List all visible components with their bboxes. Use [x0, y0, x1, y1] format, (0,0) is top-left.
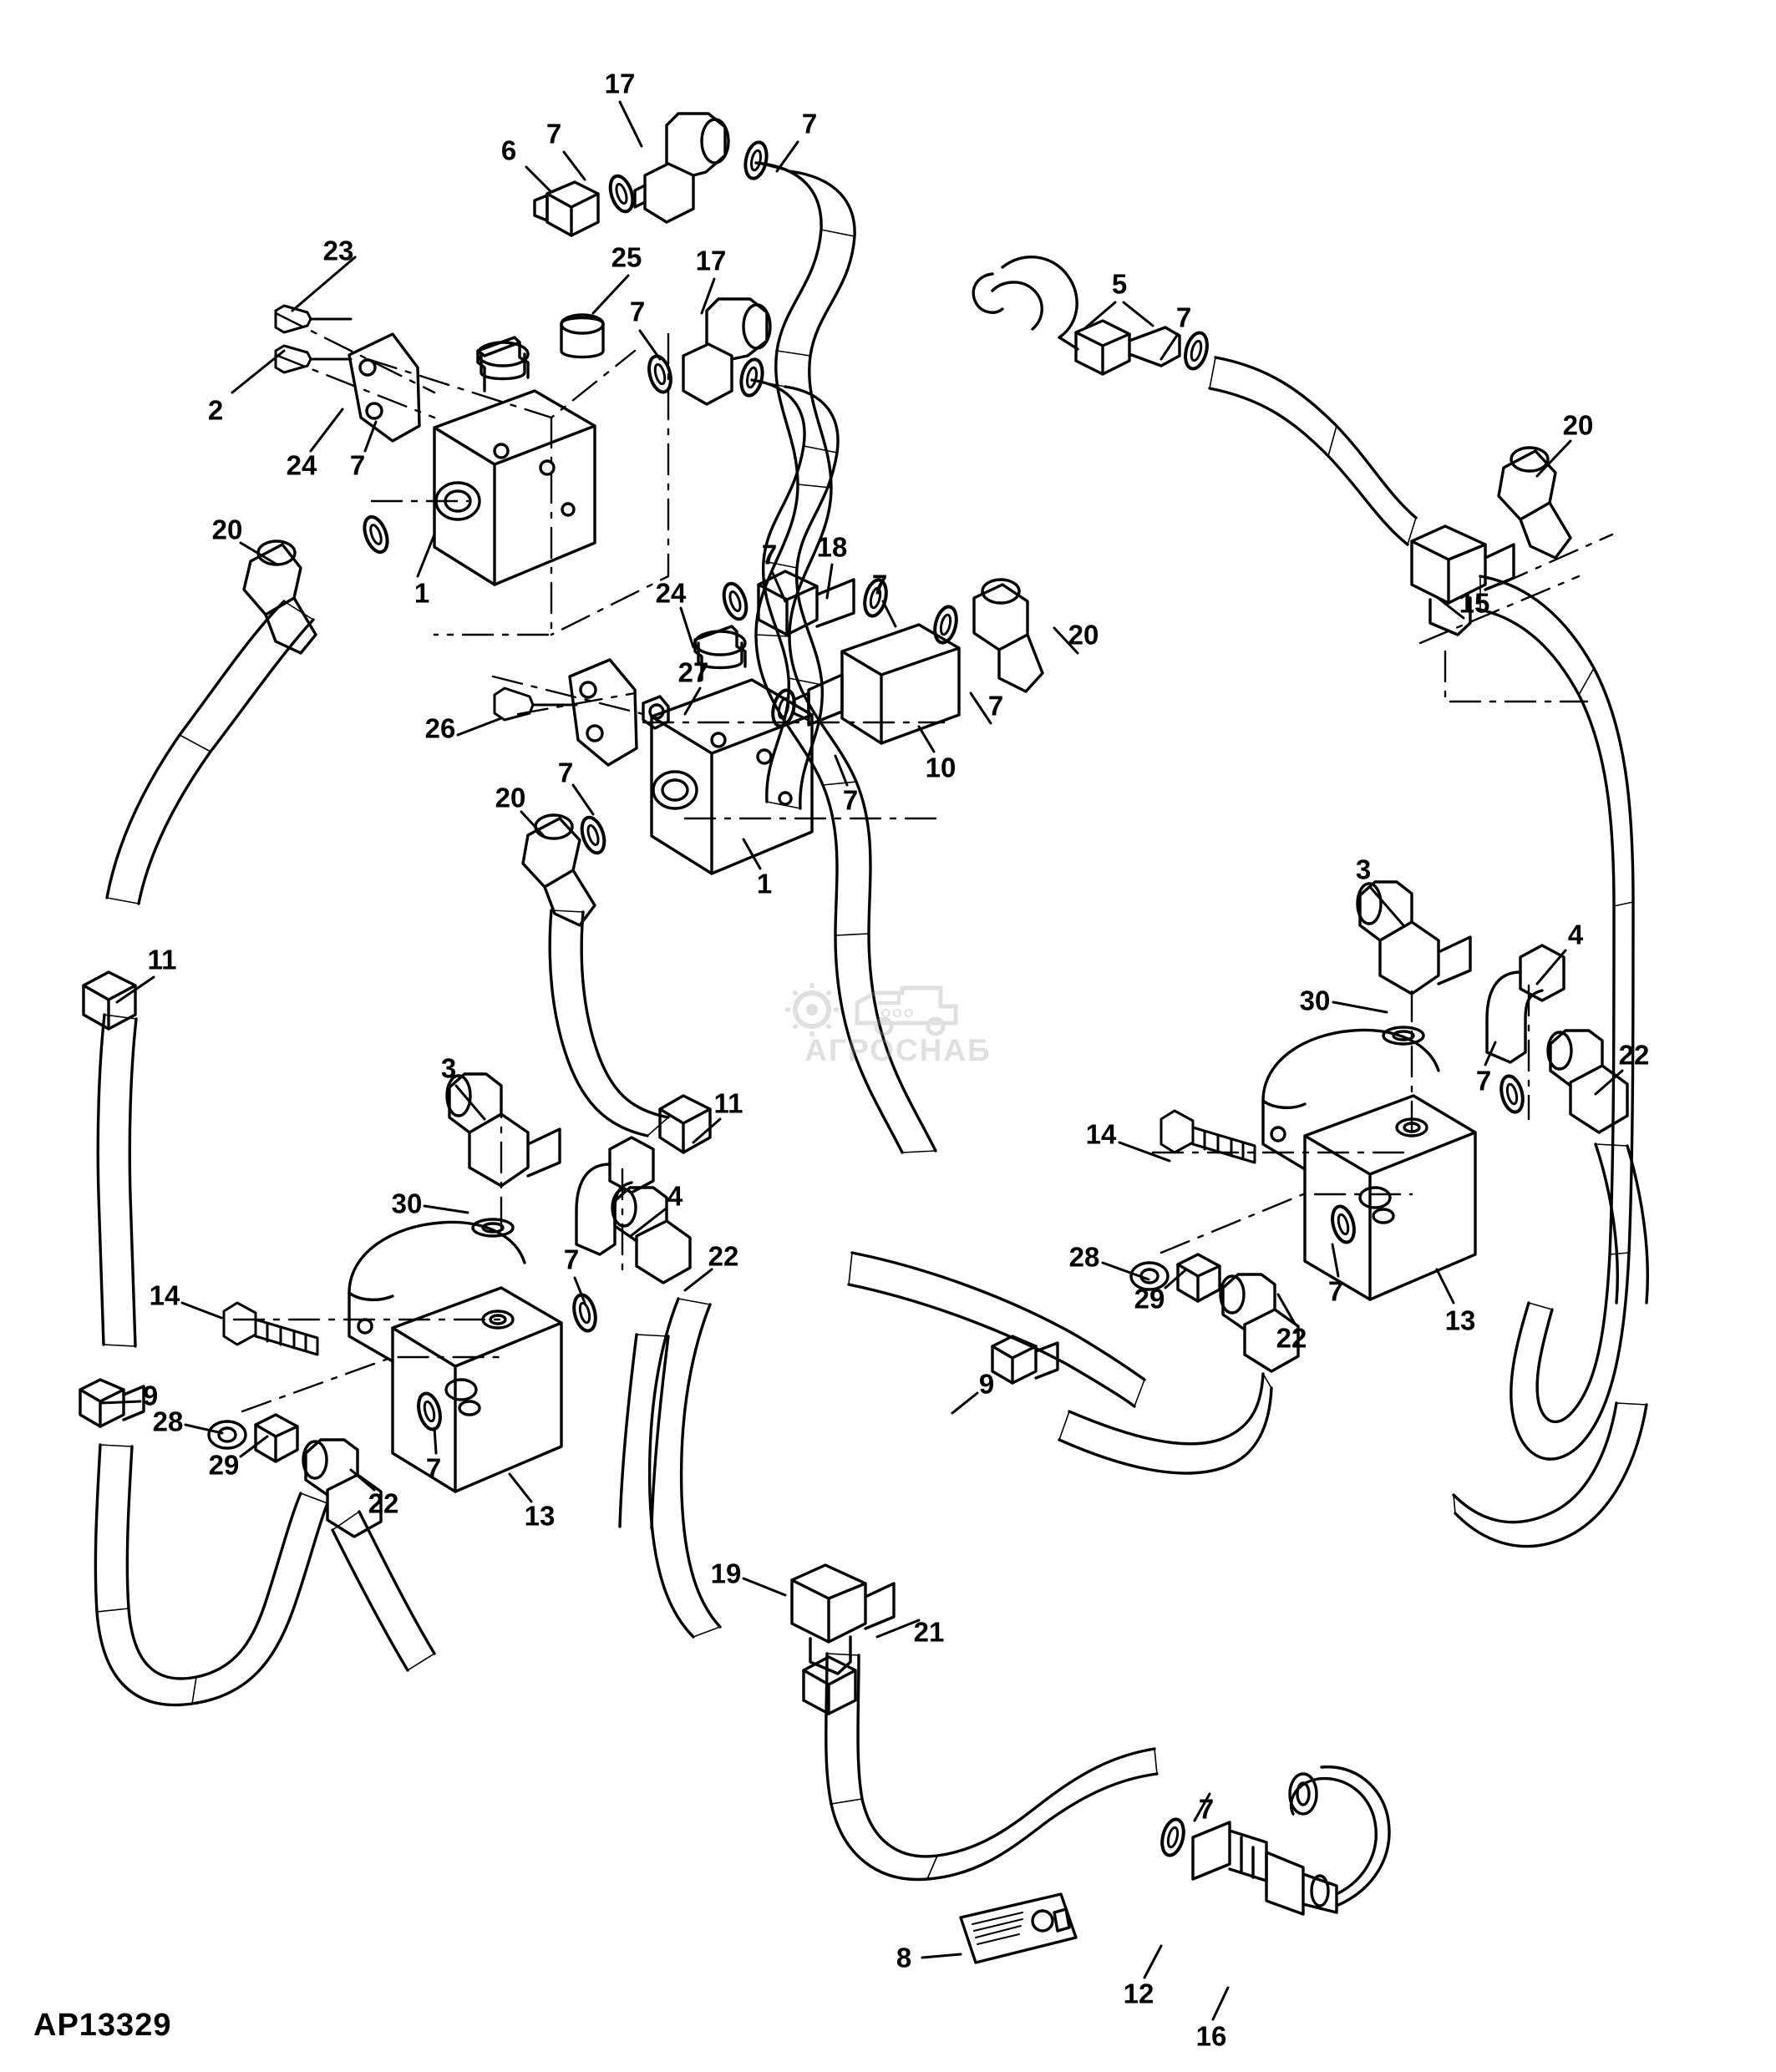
callout-number-17: 17	[604, 68, 636, 99]
callout-number-30: 30	[391, 1188, 423, 1219]
callout-number-7: 7	[842, 784, 859, 816]
callout-number-7: 7	[1475, 1065, 1492, 1097]
callout-number-7: 7	[545, 118, 562, 149]
figure-code: AP13329	[33, 2008, 172, 2043]
callout-number-15: 15	[1459, 587, 1490, 619]
callout-number-1: 1	[756, 868, 773, 899]
callout-number-12: 12	[1123, 1978, 1154, 2009]
callout-number-1: 1	[414, 577, 430, 609]
callout-number-28: 28	[1068, 1241, 1100, 1273]
callout-number-3: 3	[440, 1052, 457, 1084]
callout-number-25: 25	[611, 241, 642, 273]
callout-number-10: 10	[925, 752, 957, 783]
callout-number-18: 18	[816, 531, 848, 563]
callout-number-4: 4	[1567, 919, 1584, 950]
callout-number-11: 11	[713, 1087, 743, 1119]
callout-number-7: 7	[1198, 1793, 1215, 1825]
callout-number-17: 17	[695, 245, 727, 276]
callout-number-22: 22	[1618, 1039, 1650, 1071]
callout-number-7: 7	[761, 539, 778, 570]
callout-number-22: 22	[708, 1240, 739, 1272]
callout-number-7: 7	[563, 1244, 580, 1275]
callout-number-2: 2	[207, 394, 224, 426]
callout-number-21: 21	[913, 1616, 945, 1648]
callout-number-7: 7	[349, 449, 366, 481]
callout-number-13: 13	[1444, 1304, 1476, 1336]
callout-number-9: 9	[978, 1368, 995, 1400]
callout-number-7: 7	[871, 569, 888, 600]
callout-number-7: 7	[557, 757, 574, 788]
callout-number-16: 16	[1195, 2020, 1227, 2052]
watermark-brand: АГРОСНАБ	[804, 1033, 992, 1067]
callout-number-20: 20	[1068, 619, 1099, 651]
callout-number-9: 9	[142, 1380, 159, 1411]
callout-number-6: 6	[500, 134, 517, 166]
callout-number-23: 23	[322, 235, 354, 266]
callout-number-7: 7	[987, 690, 1004, 722]
callout-number-20: 20	[1562, 409, 1594, 441]
callout-number-3: 3	[1355, 854, 1372, 885]
callout-number-7: 7	[1175, 301, 1192, 333]
callout-number-29: 29	[1134, 1283, 1165, 1315]
callout-number-19: 19	[710, 1558, 742, 1589]
callout-number-7: 7	[425, 1452, 442, 1484]
watermark-prefix: ООО	[880, 1006, 916, 1021]
callout-number-28: 28	[152, 1406, 184, 1437]
callout-number-8: 8	[896, 1942, 912, 1973]
callout-number-14: 14	[1085, 1118, 1117, 1150]
callout-number-4: 4	[667, 1180, 683, 1212]
callout-number-24: 24	[286, 449, 317, 481]
callout-number-30: 30	[1299, 985, 1331, 1016]
callout-number-7: 7	[1327, 1275, 1344, 1307]
callout-number-13: 13	[524, 1500, 556, 1532]
callout-number-5: 5	[1111, 268, 1128, 300]
callout-number-24: 24	[655, 577, 687, 609]
callout-number-22: 22	[368, 1487, 399, 1519]
callout-number-29: 29	[208, 1449, 240, 1481]
callout-number-11: 11	[147, 944, 177, 975]
callout-number-22: 22	[1276, 1322, 1307, 1354]
callout-number-14: 14	[149, 1279, 180, 1311]
callout-number-26: 26	[424, 712, 456, 744]
callout-number-20: 20	[211, 514, 243, 545]
callout-number-27: 27	[677, 656, 709, 688]
callout-number-7: 7	[801, 108, 818, 139]
callout-number-20: 20	[495, 782, 526, 813]
callout-number-7: 7	[629, 296, 646, 327]
